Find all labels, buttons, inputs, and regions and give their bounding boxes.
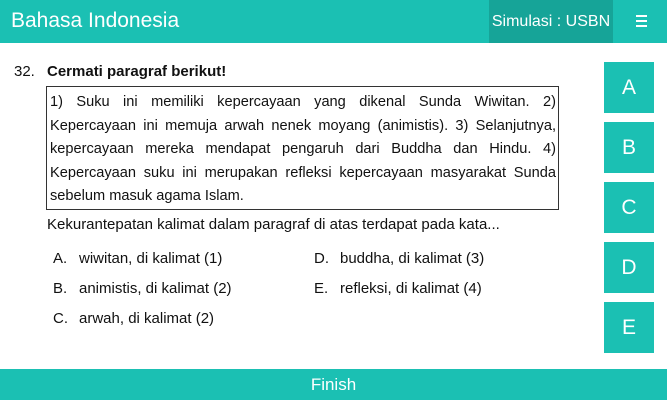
paragraph-text: 1) Suku ini memiliki kepercayaan yang dikenal Sunda Wiwitan. 2) Kepercayaan ini memuja arwah nenek moyang (animistis). 3) Selanjutnya, kepercayaan mereka mendapat pengaruh dari Buddha dan Hindu. 4) Kepercayaan suku ini merupakan refleksi kepercayaan masyarakat Sunda sebelum masuk agama Islam. xyxy=(50,94,556,204)
answer-button-d[interactable]: D xyxy=(604,242,654,293)
hamburger-menu-icon[interactable] xyxy=(634,13,650,29)
option-text: wiwitan, di kalimat (1) xyxy=(79,250,223,267)
option-letter: B. xyxy=(53,280,68,297)
option-b[interactable] xyxy=(53,280,232,298)
subject-title: Bahasa Indonesia xyxy=(11,9,180,32)
option-text: refleksi, di kalimat (4) xyxy=(340,280,482,297)
answer-button-b[interactable]: B xyxy=(604,122,654,173)
answer-button-c[interactable]: C xyxy=(604,182,654,233)
question-header xyxy=(14,63,226,81)
finish-button[interactable]: Finish xyxy=(0,369,667,400)
simulation-mode-badge: Simulasi : USBN xyxy=(489,0,613,43)
option-c[interactable] xyxy=(53,310,214,328)
paragraph-box xyxy=(46,86,559,210)
question-title: Cermati paragraf berikut! xyxy=(47,63,227,80)
option-d[interactable] xyxy=(314,250,484,268)
option-letter: E. xyxy=(314,280,329,297)
option-letter: C. xyxy=(53,310,68,327)
option-e[interactable] xyxy=(314,280,482,298)
question-number: 32. xyxy=(14,63,35,80)
option-letter: D. xyxy=(314,250,329,267)
option-text: buddha, di kalimat (3) xyxy=(340,250,485,267)
option-text: animistis, di kalimat (2) xyxy=(79,280,232,297)
answer-button-e[interactable]: E xyxy=(604,302,654,353)
option-letter: A. xyxy=(53,250,68,267)
top-bar xyxy=(0,0,667,43)
option-a[interactable] xyxy=(53,250,222,268)
option-text: arwah, di kalimat (2) xyxy=(79,310,215,327)
question-prompt: Kekurantepatan kalimat dalam paragraf di atas terdapat pada kata... xyxy=(47,216,500,233)
answer-button-a[interactable]: A xyxy=(604,62,654,113)
